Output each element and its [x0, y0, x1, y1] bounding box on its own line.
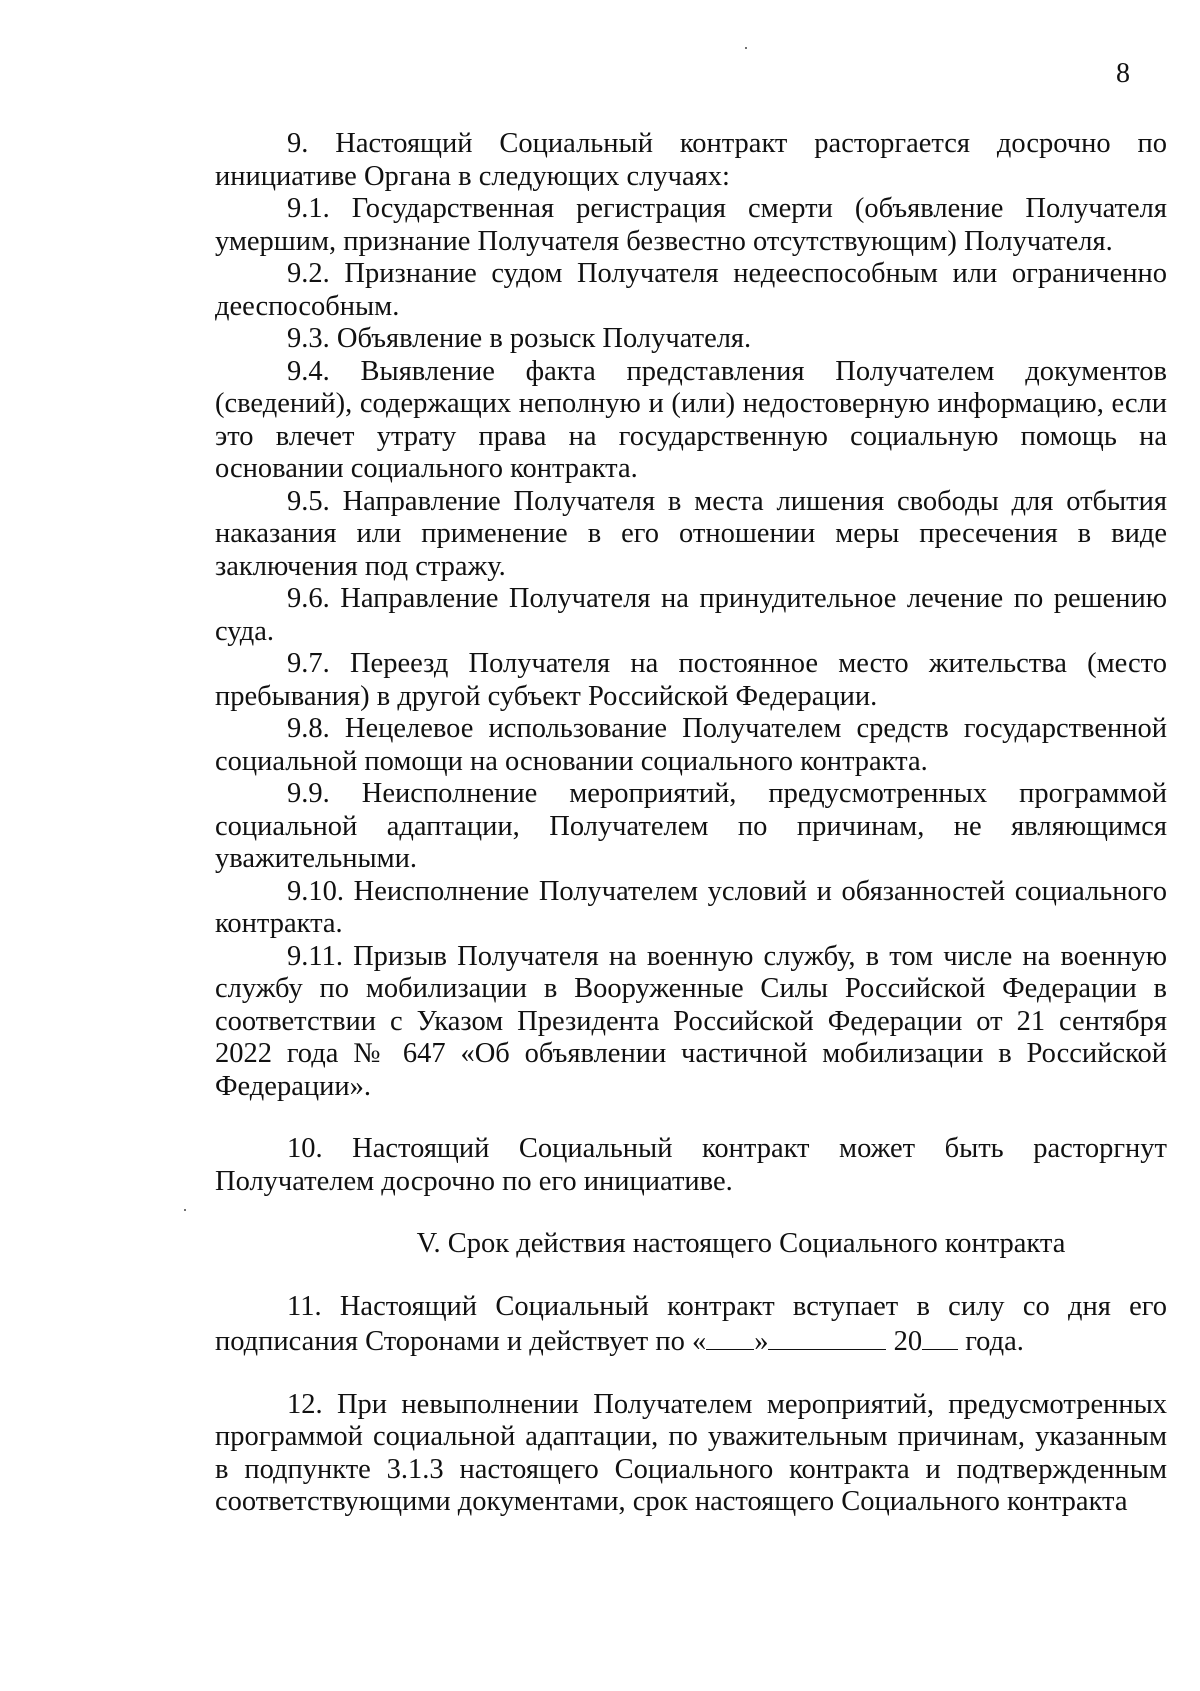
clause-9-1: 9.1. Государственная регистрация смерти (объявление Получателя умершим, признание Получателя безвестно отсутствующим) Получателя.	[215, 193, 1167, 257]
section-heading-v: V. Срок действия настоящего Социального контракта	[416, 1228, 1066, 1259]
year-blank-field	[922, 1323, 958, 1350]
clause-9-11: 9.11. Призыв Получателя на военную службу, в том числе на военную службу по мобилизации в Вооруженные Силы Российской Федерации в соответствии с Указом Президента Российской Федерации от 21 сентября 2022 года № 647 «Об объявлении частичной мобилизации в Российской Федерации».	[215, 940, 1167, 1102]
clause-12: 12. При невыполнении Получателем мероприятий, предусмотренных программой социальной адаптации, по уважительным причинам, указанным в подпункте 3.1.3 настоящего Социального контракта и подтвержденным соответствующими документами, срок настоящего Социального контракта	[215, 1388, 1167, 1517]
clause-9-5: 9.5. Направление Получателя в места лишения свободы для отбытия наказания или применение в его отношении меры пресечения в виде заключения под стражу.	[215, 485, 1167, 582]
spacer	[215, 1198, 1167, 1228]
clause-9-7: 9.7. Переезд Получателя на постоянное место жительства (место пребывания) в другой субъект Российской Федерации.	[215, 648, 1167, 712]
spacer	[215, 1261, 1167, 1291]
clause-11-text: 11. Настоящий Социальный контракт вступает в силу со дня его подписания Сторонами и действует по «	[215, 1290, 1167, 1357]
spacer	[215, 1103, 1167, 1133]
month-blank-field	[768, 1323, 886, 1350]
century-text: 20	[886, 1326, 923, 1357]
scan-speck-top	[745, 47, 747, 49]
spacer	[215, 1359, 1167, 1389]
clause-9: 9. Настоящий Социальный контракт расторгается досрочно по инициативе Органа в следующих случаях:	[215, 128, 1167, 192]
day-blank-field	[706, 1323, 754, 1350]
clause-10: 10. Настоящий Социальный контракт может быть расторгнут Получателем досрочно по его инициативе.	[215, 1133, 1167, 1197]
clause-9-2: 9.2. Признание судом Получателя недееспособным или ограниченно дееспособным.	[215, 258, 1167, 322]
clause-11-ending: года.	[958, 1326, 1024, 1357]
clause-9-4: 9.4. Выявление факта представления Получателем документов (сведений), содержащих неполную и (или) недостоверную информацию, если это влечет утрату права на государственную социальную помощь на основании социального контракта.	[215, 355, 1167, 484]
quote-close: »	[754, 1326, 769, 1357]
clause-11	[215, 1291, 1167, 1359]
clause-9-8: 9.8. Нецелевое использование Получателем средств государственной социальной помощи на основании социального контракта.	[215, 713, 1167, 777]
document-body	[215, 128, 1167, 1519]
clause-9-3: 9.3. Объявление в розыск Получателя.	[287, 323, 752, 354]
clause-9-10: 9.10. Неисполнение Получателем условий и обязанностей социального контракта.	[215, 875, 1167, 939]
page-number: 8	[1116, 58, 1130, 89]
clause-9-6: 9.6. Направление Получателя на принудительное лечение по решению суда.	[215, 583, 1167, 647]
scan-speck-left	[184, 1209, 186, 1211]
clause-9-9: 9.9. Неисполнение мероприятий, предусмотренных программой социальной адаптации, Получателем по причинам, не являющимся уважительными.	[215, 778, 1167, 874]
